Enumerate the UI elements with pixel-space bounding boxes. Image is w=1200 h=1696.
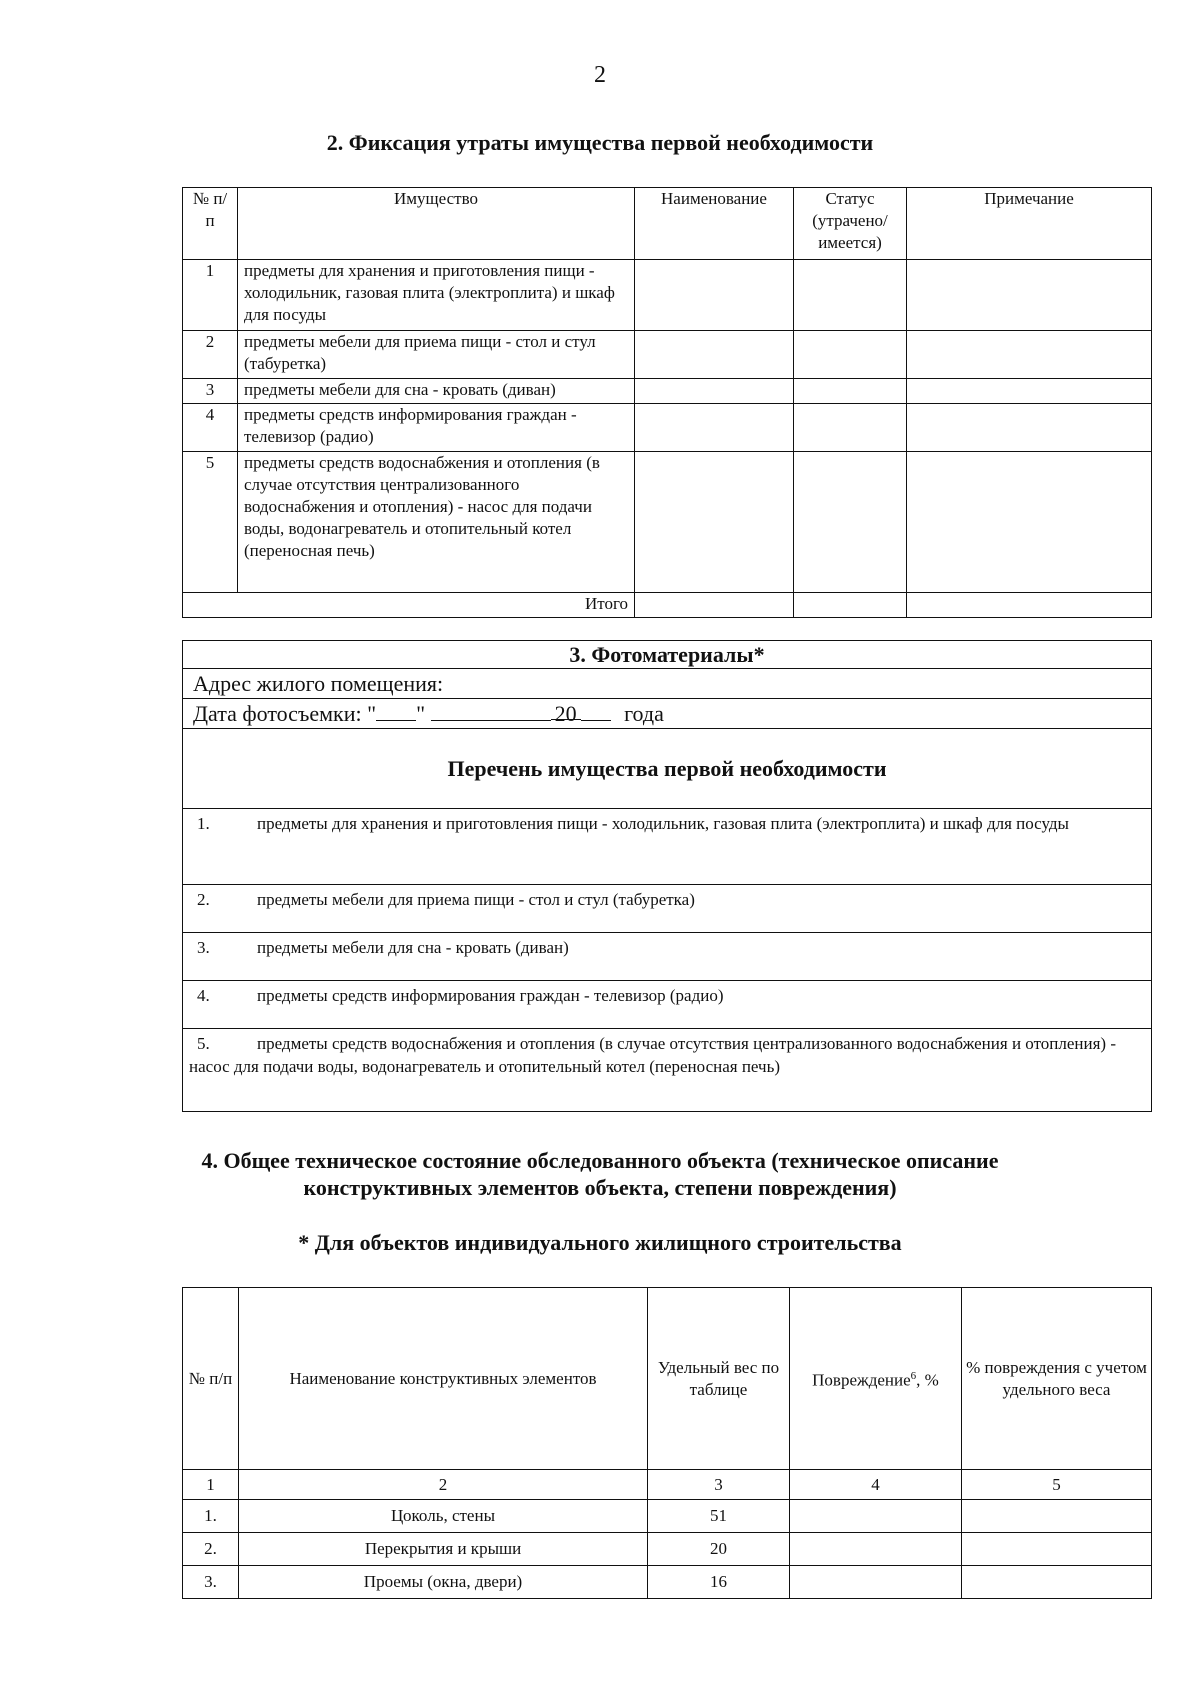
row-property: предметы средств водоснабжения и отопления (в случае отсутствия централизованного водоснабжения и отопления) - насос для подачи воды, водонагреватель и отопительный котел (переносная печь) — [238, 452, 635, 593]
row-element-name: Цоколь, стены — [239, 1500, 648, 1533]
row-weight: 16 — [648, 1566, 790, 1599]
section4-title-line1: 4. Общее техническое состояние обследованного объекта (техническое описание — [201, 1148, 999, 1173]
date-day-blank[interactable] — [376, 700, 416, 721]
list-item-text: предметы мебели для приема пищи - стол и стул (табуретка) — [257, 890, 695, 909]
header-damage — [790, 1288, 962, 1470]
page-number: 2 — [594, 62, 606, 88]
row-property: предметы мебели для сна - кровать (диван) — [238, 379, 635, 404]
header-weight: Удельный вес по таблице — [648, 1288, 790, 1470]
table-row — [183, 1566, 1152, 1599]
col-number: 4 — [790, 1470, 962, 1500]
table-header-row — [183, 1288, 1152, 1470]
column-number-row — [183, 1470, 1152, 1500]
row-damage-weighted-cell[interactable] — [962, 1500, 1152, 1533]
footnote-ref: 6 — [910, 1370, 917, 1383]
row-damage-cell[interactable] — [790, 1566, 962, 1599]
header-num: № п/п — [183, 1288, 239, 1470]
table-row — [183, 331, 1152, 379]
row-property: предметы средств информирования граждан - телевизор (радио) — [238, 404, 635, 452]
table-row — [183, 452, 1152, 593]
list-item-text: предметы средств информирования граждан - телевизор (радио) — [257, 986, 724, 1005]
header-damage-weighted: % повреждения с учетом удельного веса — [962, 1288, 1152, 1470]
date-label: Дата фотосъемки: " — [193, 701, 377, 726]
total-label: Итого — [183, 593, 635, 618]
row-damage-weighted-cell[interactable] — [962, 1566, 1152, 1599]
row-num: 1. — [183, 1500, 239, 1533]
property-loss-table — [182, 187, 1152, 618]
damage-unit: , % — [916, 1370, 939, 1390]
row-name-cell[interactable] — [635, 260, 794, 331]
list-item — [183, 809, 1151, 885]
row-property: предметы для хранения и приготовления пищи - холодильник, газовая плита (электроплита) и шкаф для посуды — [238, 260, 635, 331]
row-status-cell[interactable] — [794, 260, 907, 331]
date-year-prefix: 20 — [551, 699, 581, 720]
row-note-cell[interactable] — [907, 260, 1152, 331]
col-number: 5 — [962, 1470, 1152, 1500]
row-element-name: Перекрытия и крыши — [239, 1533, 648, 1566]
section3-title: 3. Фотоматериалы* — [183, 641, 1151, 669]
row-note-cell[interactable] — [907, 331, 1152, 379]
row-name-cell[interactable] — [635, 452, 794, 593]
table-row — [183, 404, 1152, 452]
row-note-cell[interactable] — [907, 404, 1152, 452]
total-row — [183, 593, 1152, 618]
damage-label: Повреждение — [812, 1370, 911, 1390]
row-num: 3 — [183, 379, 238, 404]
header-note: Примечание — [907, 188, 1152, 260]
row-num: 5 — [183, 452, 238, 593]
row-name-cell[interactable] — [635, 379, 794, 404]
row-note-cell[interactable] — [907, 379, 1152, 404]
address-label: Адрес жилого помещения: — [193, 671, 444, 696]
total-note-cell[interactable] — [907, 593, 1152, 618]
list-item-text: предметы мебели для сна - кровать (диван) — [257, 938, 569, 957]
row-name-cell[interactable] — [635, 404, 794, 452]
row-num: 3. — [183, 1566, 239, 1599]
list-item-num: 4. — [197, 986, 210, 1005]
row-damage-cell[interactable] — [790, 1533, 962, 1566]
row-note-cell[interactable] — [907, 452, 1152, 593]
row-weight: 20 — [648, 1533, 790, 1566]
row-property: предметы мебели для приема пищи - стол и стул (табуретка) — [238, 331, 635, 379]
table-row — [183, 260, 1152, 331]
list-item — [183, 885, 1151, 933]
date-suffix: года — [624, 701, 664, 726]
list-item — [183, 933, 1151, 981]
section2-title: 2. Фиксация утраты имущества первой необходимости — [326, 130, 874, 155]
row-status-cell[interactable] — [794, 379, 907, 404]
row-status-cell[interactable] — [794, 452, 907, 593]
list-item — [183, 981, 1151, 1029]
list-item-num: 1. — [197, 814, 210, 833]
table-row — [183, 1533, 1152, 1566]
property-list-title: Перечень имущества первой необходимости — [183, 729, 1151, 809]
col-number: 2 — [239, 1470, 648, 1500]
list-item-num: 2. — [197, 890, 210, 909]
header-status: Статус (утрачено/ имеется) — [794, 188, 907, 260]
row-damage-weighted-cell[interactable] — [962, 1533, 1152, 1566]
photo-date-field[interactable] — [183, 699, 1151, 729]
date-quote-close: " — [416, 701, 426, 726]
list-item-num: 3. — [197, 938, 210, 957]
col-number: 3 — [648, 1470, 790, 1500]
header-element-name: Наименование конструктивных элементов — [239, 1288, 648, 1470]
photo-materials-box — [182, 640, 1152, 1112]
row-damage-cell[interactable] — [790, 1500, 962, 1533]
header-name: Наименование — [635, 188, 794, 260]
section4-subtitle: * Для объектов индивидуального жилищного строительства — [298, 1230, 902, 1255]
list-item-text: предметы средств водоснабжения и отопления (в случае отсутствия централизованного водоснабжения и отопления) - насос для подачи воды, водонагреватель и отопительный котел (переносная печь) — [189, 1034, 1116, 1076]
row-status-cell[interactable] — [794, 331, 907, 379]
list-item-num: 5. — [197, 1034, 210, 1053]
date-month-blank[interactable] — [431, 700, 551, 721]
row-weight: 51 — [648, 1500, 790, 1533]
date-year-blank[interactable] — [581, 700, 611, 721]
total-name-cell[interactable] — [635, 593, 794, 618]
list-item-text: предметы для хранения и приготовления пищи - холодильник, газовая плита (электроплита) и шкаф для посуды — [257, 814, 1069, 833]
list-item — [183, 1029, 1151, 1111]
row-num: 2 — [183, 331, 238, 379]
row-name-cell[interactable] — [635, 331, 794, 379]
row-status-cell[interactable] — [794, 404, 907, 452]
total-status-cell[interactable] — [794, 593, 907, 618]
table-row — [183, 1500, 1152, 1533]
section4-title-line2: конструктивных элементов объекта, степени повреждения) — [303, 1175, 897, 1200]
technical-condition-table — [182, 1287, 1152, 1599]
address-field[interactable] — [183, 669, 1151, 699]
row-num: 2. — [183, 1533, 239, 1566]
header-property: Имущество — [238, 188, 635, 260]
table-row — [183, 379, 1152, 404]
header-num: № п/п — [183, 188, 238, 260]
col-number: 1 — [183, 1470, 239, 1500]
row-num: 1 — [183, 260, 238, 331]
table-header-row — [183, 188, 1152, 260]
row-element-name: Проемы (окна, двери) — [239, 1566, 648, 1599]
row-num: 4 — [183, 404, 238, 452]
